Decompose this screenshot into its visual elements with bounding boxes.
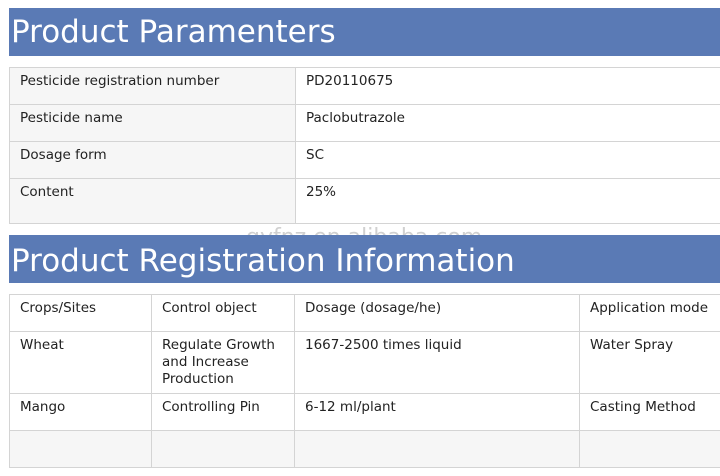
table-cell [580,431,720,468]
product-parameters-table [9,67,720,224]
table-cell: Mango [10,394,152,431]
table-row [10,179,720,224]
column-header: Application mode [580,295,720,332]
table-cell [152,431,295,468]
product-parameters-heading: Product Paramenters [9,8,720,56]
registration-info-table [9,294,720,468]
row-value: SC [296,142,720,179]
table-header-row [10,295,720,332]
table-cell: Controlling Pin [152,394,295,431]
row-label: Pesticide registration number [10,68,296,105]
table-row [10,68,720,105]
row-label: Dosage form [10,142,296,179]
table-row [10,142,720,179]
table-cell [295,431,580,468]
table-cell: 1667-2500 times liquid [295,332,580,394]
row-value: Paclobutrazole [296,105,720,142]
row-value: PD20110675 [296,68,720,105]
row-label: Pesticide name [10,105,296,142]
table-cell: Wheat [10,332,152,394]
registration-info-heading: Product Registration Information [9,235,720,283]
table-cell [10,431,152,468]
row-value: 25% [296,179,720,224]
table-cell: Water Spray [580,332,720,394]
table-cell: Casting Method [580,394,720,431]
table-row [10,332,720,394]
table-row [10,431,720,468]
column-header: Dosage (dosage/he) [295,295,580,332]
table-row [10,394,720,431]
table-cell: 6-12 ml/plant [295,394,580,431]
column-header: Control object [152,295,295,332]
column-header: Crops/Sites [10,295,152,332]
row-label: Content [10,179,296,224]
table-cell: Regulate Growth and Increase Production [152,332,295,394]
table-row [10,105,720,142]
